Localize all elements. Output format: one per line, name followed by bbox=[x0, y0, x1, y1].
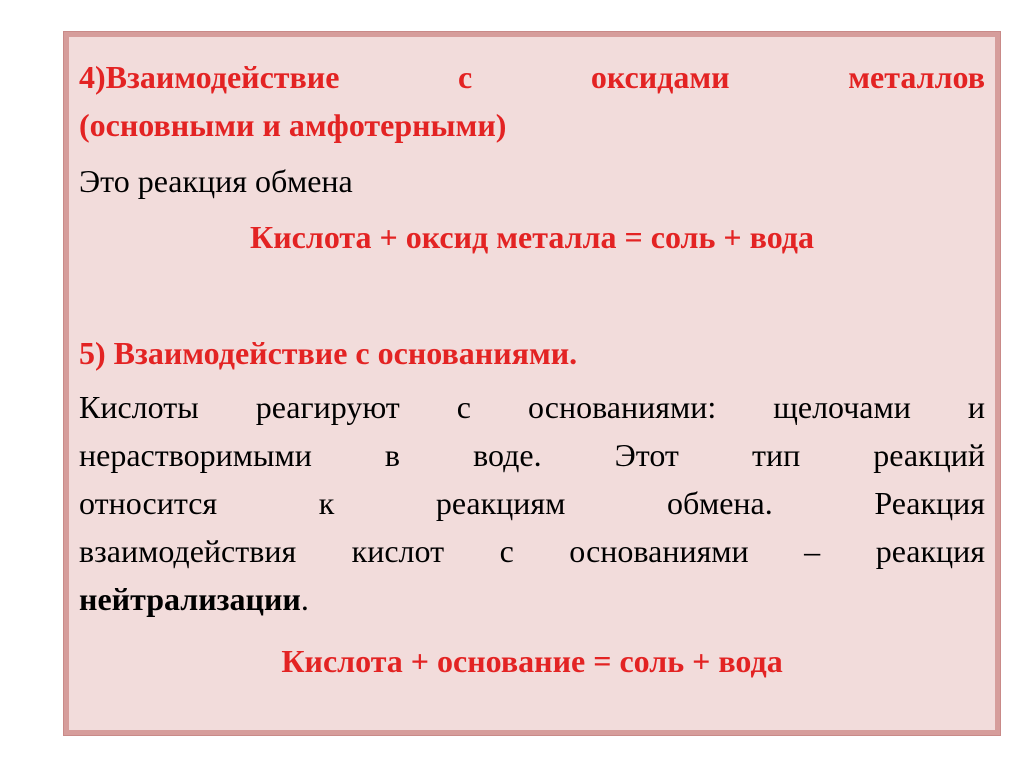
neutralization-term: нейтрализации bbox=[79, 581, 301, 617]
section-5-body-line-1: Кислоты реагируют с основаниями: щелочами и bbox=[79, 389, 985, 425]
section-5-equation: Кислота + основание = соль + вода bbox=[281, 643, 783, 679]
section-4-title-line-2: (основными и амфотерными) bbox=[79, 107, 507, 143]
content-frame bbox=[64, 32, 1000, 735]
section-5-body bbox=[79, 383, 985, 623]
section-4-heading bbox=[79, 53, 985, 149]
section-4-subtitle: Это реакция обмена bbox=[79, 163, 353, 199]
section-5-body-line-2: нерастворимыми в воде. Этот тип реакций bbox=[79, 437, 985, 473]
section-4-equation: Кислота + оксид металла = соль + вода bbox=[250, 219, 814, 255]
section-5-body-line-4: взаимодействия кислот с основаниями – реакция bbox=[79, 533, 985, 569]
section-4-title-line-1: 4)Взаимодействие с оксидами металлов bbox=[79, 59, 985, 95]
section-5-title: 5) Взаимодействие с основаниями. bbox=[79, 335, 578, 371]
section-5-body-line-5 bbox=[79, 575, 985, 623]
section-5-body-line-3: относится к реакциям обмена. Реакция bbox=[79, 485, 985, 521]
body-period: . bbox=[300, 581, 309, 617]
